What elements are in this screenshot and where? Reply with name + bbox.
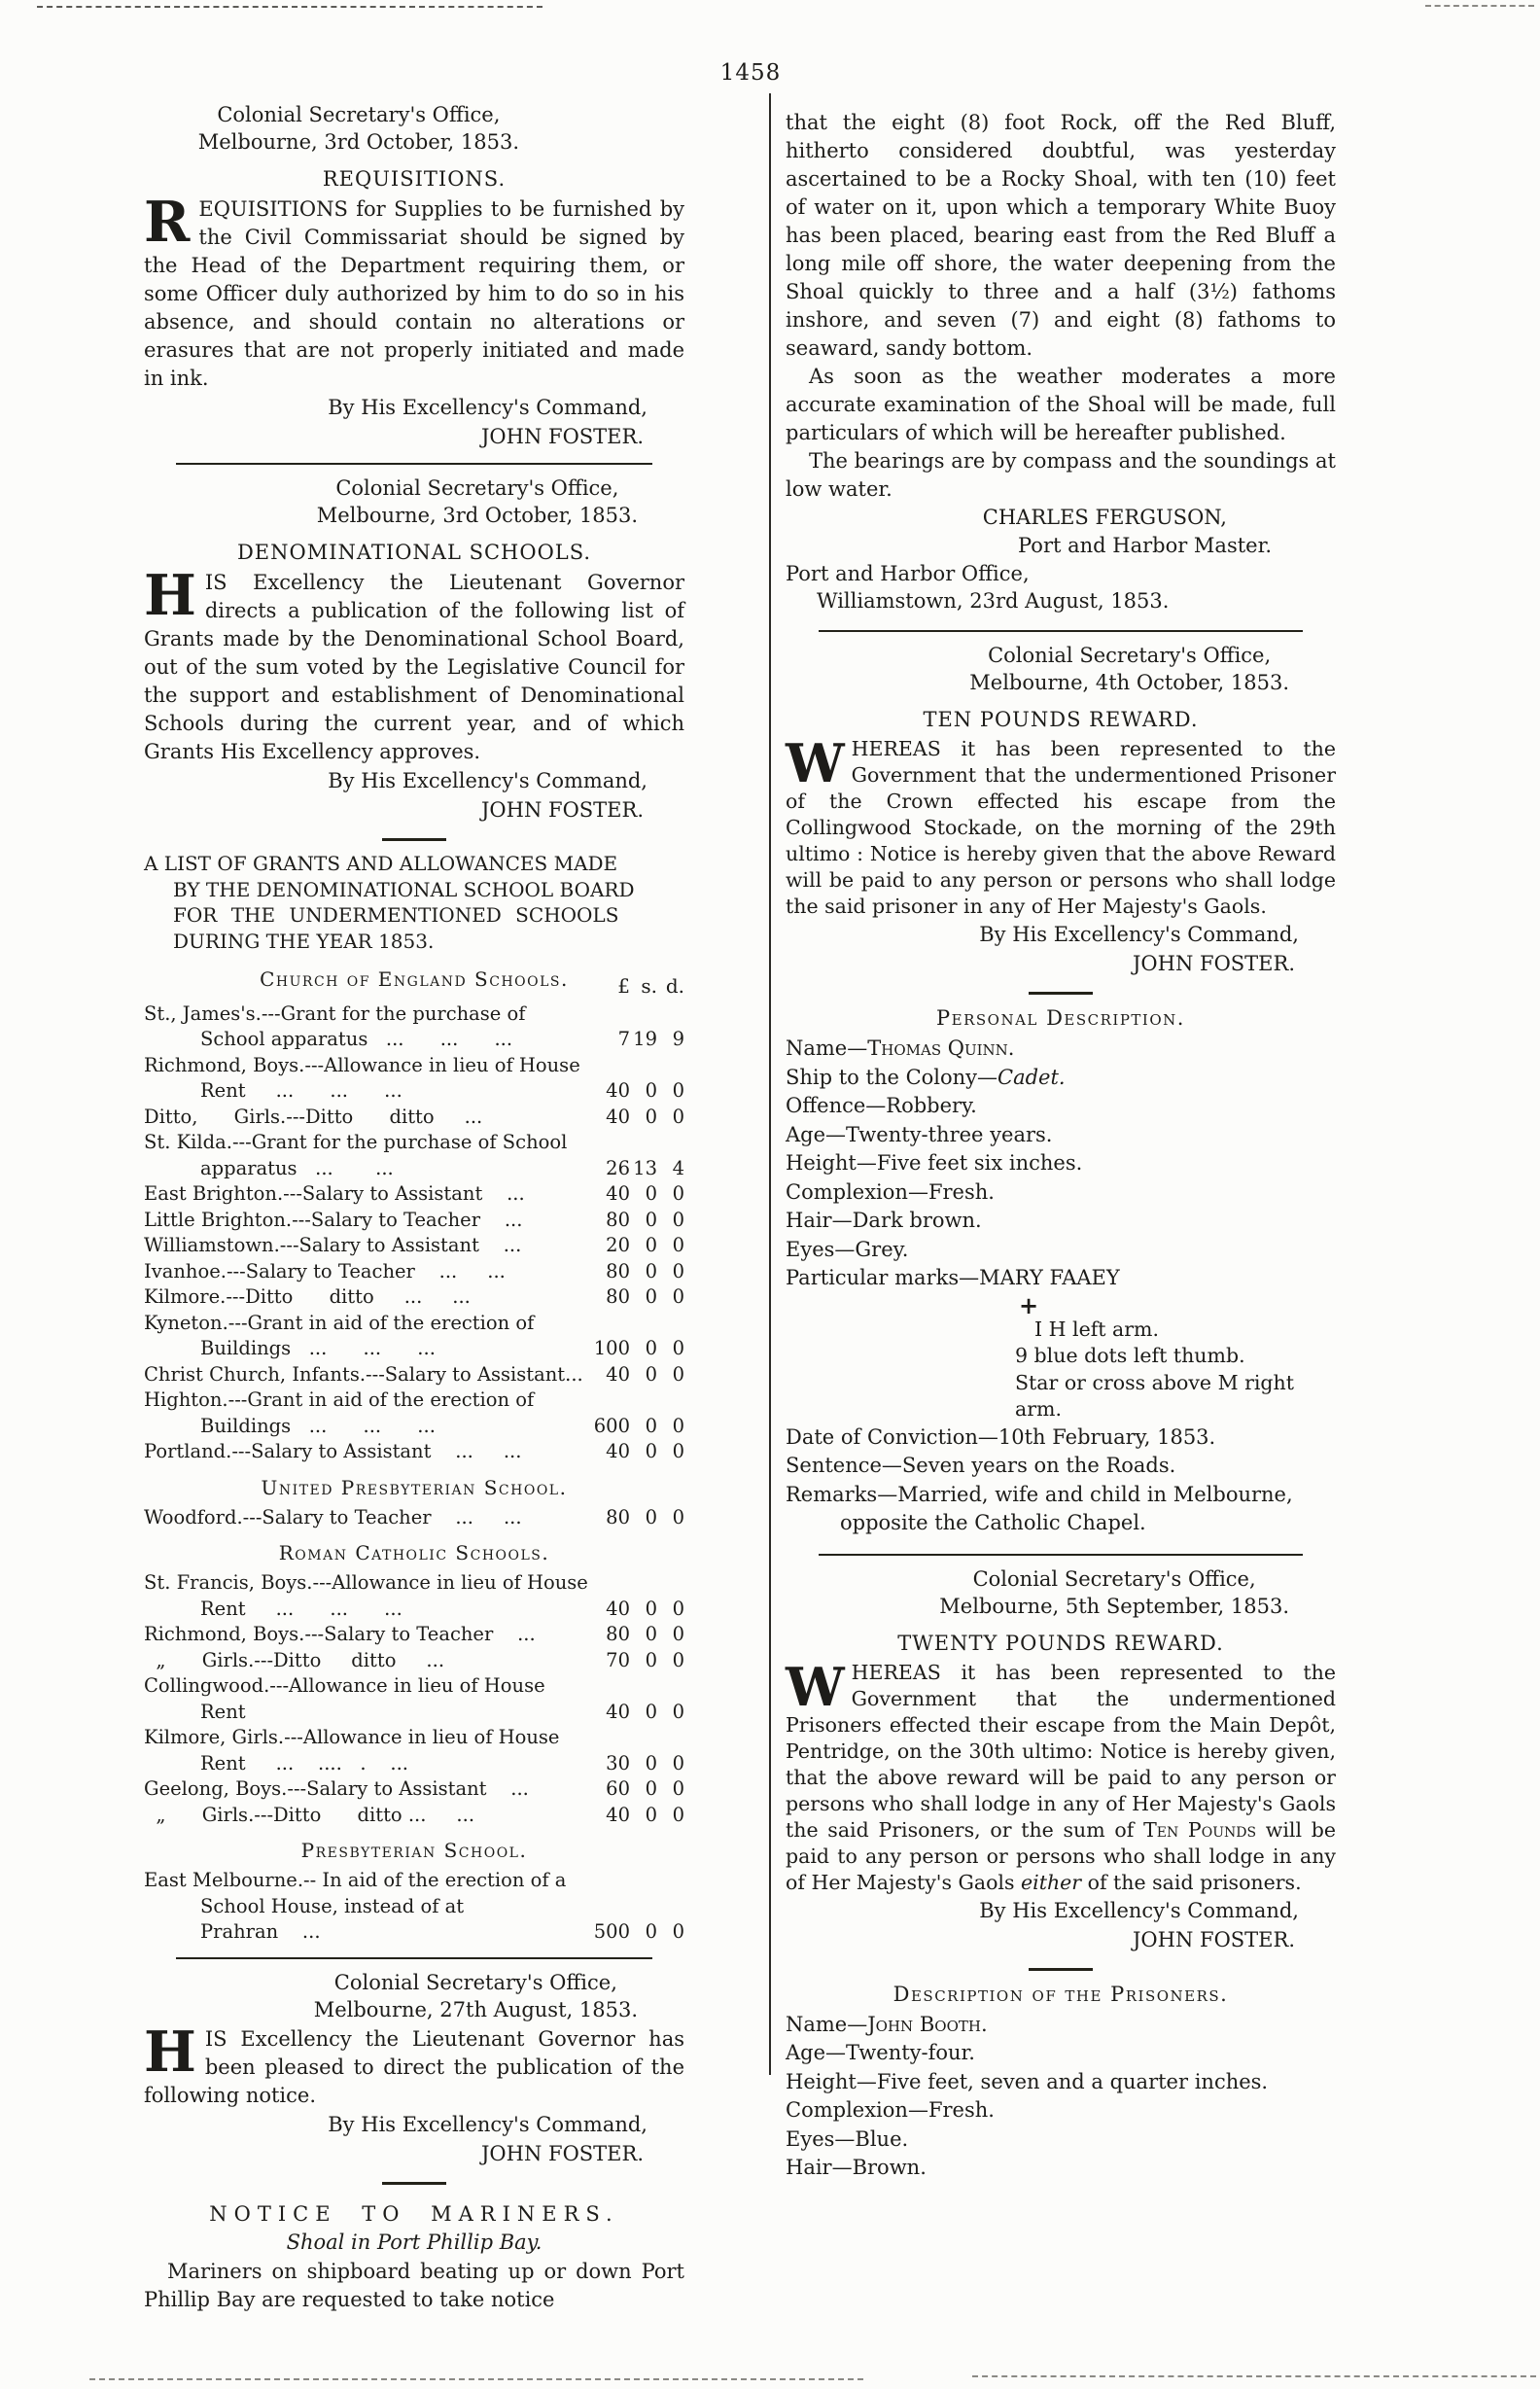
description-line xyxy=(786,1092,1336,1121)
grants-row-text: Williamstown.---Salary to Assistant ... xyxy=(144,1234,522,1256)
description-line xyxy=(786,2154,1336,2183)
description-line xyxy=(786,1452,1336,1481)
office-line: Melbourne, 3rd October, 1853. xyxy=(316,504,638,527)
scan-artifact-top-right xyxy=(1425,5,1534,7)
description-label: Date of Conviction—10th February, 1853. xyxy=(786,1424,1216,1449)
grants-row-text: St. Francis, Boys.---Allowance in lieu of House Rent ... ... ... xyxy=(144,1571,588,1620)
marks-block xyxy=(1001,1290,1336,1423)
description-label: Ship to the Colony— xyxy=(786,1065,998,1089)
signature-line: JOHN FOSTER. xyxy=(1133,952,1295,975)
office-line: Melbourne, 27th August, 1853. xyxy=(313,1997,638,2021)
grants-amount-s: 0 xyxy=(645,1623,657,1645)
grants-amount-l: 7 xyxy=(617,1028,630,1050)
grants-row xyxy=(144,1803,684,1829)
description-line xyxy=(786,2039,1336,2068)
grants-amount-s: 19 xyxy=(633,1028,657,1050)
text-segment: HEREAS it has been represented to the Government that the undermentioned Prisoner of the Crown effected his escape from the Collingwood Stockade, on the morning of the 29th ultimo : Notice is hereby given that the above Reward will be paid to any person or persons who shall lodge the said prisoner in any of Her Majesty's Gaols. xyxy=(786,737,1336,918)
grants-amount-l: 40 xyxy=(606,1803,630,1826)
section-rule-short xyxy=(382,2182,446,2185)
grants-row xyxy=(144,1181,684,1208)
office-block xyxy=(314,1969,638,2023)
shoal-paragraph-3: The bearings are by compass and the soundings at low water. xyxy=(786,449,1336,501)
grants-row-text: Portland.---Salary to Assistant ... ... xyxy=(144,1440,522,1462)
grants-amount-s: 13 xyxy=(633,1156,657,1179)
dropcap: W xyxy=(786,732,845,794)
grants-amount-l: 40 xyxy=(606,1440,630,1462)
text-segment: Ten Pounds xyxy=(1143,1817,1257,1842)
grants-amount-d: 0 xyxy=(672,1623,684,1645)
grants-row xyxy=(144,1208,684,1234)
grants-row xyxy=(144,1130,684,1181)
description-label: Age—Twenty-three years. xyxy=(786,1122,1053,1146)
office-line: Williamstown, 23rd August, 1853. xyxy=(817,589,1170,613)
grants-amount-s: 0 xyxy=(645,1259,657,1282)
grants-amount-d: 0 xyxy=(672,1751,684,1774)
grants-amount-s: 0 xyxy=(645,1505,657,1528)
grants-row xyxy=(144,1053,684,1105)
description-line xyxy=(786,1207,1336,1236)
dropcap: H xyxy=(144,563,196,628)
grants-amount-s: 0 xyxy=(645,1234,657,1256)
grants-amount-d: 9 xyxy=(672,1028,684,1050)
grants-amount-d: 0 xyxy=(672,1362,684,1386)
text-segment: will be paid to any person or persons who shall lodge in any of Her Majesty's Gaols xyxy=(786,1817,1336,1894)
grants-amount-d: 0 xyxy=(672,1414,684,1437)
grants-section-title: Roman Catholic Schools. xyxy=(278,1541,550,1564)
grants-amount-s: 0 xyxy=(645,1079,657,1102)
grants-row-text: „ Girls.---Ditto ditto ... ... xyxy=(144,1803,475,1826)
office-block xyxy=(969,642,1289,696)
office-block xyxy=(939,1565,1289,1620)
description-label: Offence—Robbery. xyxy=(786,1094,977,1117)
grants-row-text: Ivanhoe.---Salary to Teacher ... ... xyxy=(144,1259,506,1282)
description-label: Eyes—Blue. xyxy=(786,2126,909,2151)
grants-amount-l: 30 xyxy=(606,1751,630,1774)
grants-amount-l: 70 xyxy=(606,1648,630,1671)
grants-row-text: East Brighton.---Salary to Assistant ... xyxy=(144,1182,525,1205)
description-label: Age—Twenty-four. xyxy=(786,2041,975,2064)
office-block xyxy=(198,101,519,156)
grants-row xyxy=(144,1105,684,1131)
paragraph-text xyxy=(786,1655,1336,1894)
text-segment: either xyxy=(1021,1870,1082,1894)
grants-row xyxy=(144,1725,684,1776)
grants-amount-l: 40 xyxy=(606,1362,630,1386)
text-segment: HEREAS it has been represented to the Government that the undermentioned Prisoners effected their escape from the Main Depôt, Pentridge, on the 30th ultimo: Notice is hereby given, that the above reward will be paid to any person or persons who shall lodge in any of Her Majesty's Gaols the said Prisoners, or the sum of xyxy=(786,1660,1336,1842)
grants-amount-l: 40 xyxy=(606,1597,630,1620)
grants-row xyxy=(144,1362,684,1388)
grants-section-title: United Presbyterian School. xyxy=(261,1475,568,1499)
text-segment: of the said prisoners. xyxy=(1081,1870,1302,1894)
grants-amount-d: 0 xyxy=(672,1920,684,1943)
grants-amount-s: 0 xyxy=(645,1440,657,1462)
ten-pounds-paragraph xyxy=(786,732,1336,920)
mariners-paragraph: Mariners on shipboard beating up or down Port Phillip Bay are requested to take notice xyxy=(144,2259,684,2311)
grants-amount-l: 80 xyxy=(606,1623,630,1645)
grants-amount-l: 40 xyxy=(606,1105,630,1128)
right-column xyxy=(786,109,1336,2183)
grants-amount-s: 0 xyxy=(645,1700,657,1723)
grants-row-text: St., James's.---Grant for the purchase of School apparatus ... ... ... xyxy=(144,1001,526,1050)
mark-line: Star or cross above M right arm. xyxy=(1015,1370,1294,1421)
grants-heading xyxy=(144,851,684,954)
grants-amount-d: 0 xyxy=(672,1440,684,1462)
signature-title: Port and Harbor Master. xyxy=(1018,534,1272,557)
grants-row-text: East Melbourne.-- In aid of the erection of a School House, instead of at Prahran ... xyxy=(144,1869,567,1943)
section-heading-twenty-pounds-reward: TWENTY POUNDS REWARD. xyxy=(897,1631,1224,1655)
grants-amount-d: 0 xyxy=(672,1597,684,1620)
description-label: Hair—Dark brown. xyxy=(786,1209,982,1232)
paragraph-text: EQUISITIONS for Supplies to be furnished by the Civil Commissariat should be signed by the Head of the Department requiring them, or some Officer duly authorized by him to do so in his absence, and should contain no alterations or erasures that are not properly initiated and made in ink. xyxy=(144,197,684,390)
description-label: Sentence—Seven years on the Roads. xyxy=(786,1454,1176,1477)
section-rule xyxy=(819,630,1303,632)
grants-row xyxy=(144,1001,684,1053)
grants-heading-line: A LIST OF GRANTS AND ALLOWANCES MADE xyxy=(144,852,618,875)
mark-line: 9 blue dots left thumb. xyxy=(1015,1344,1245,1367)
section-rule xyxy=(819,1554,1303,1556)
grants-amount-s: 0 xyxy=(645,1337,657,1359)
paragraph-text xyxy=(786,732,1336,918)
grants-row xyxy=(144,1388,684,1439)
description-label: Height—Five feet six inches. xyxy=(786,1151,1083,1175)
grants-amount-d: 0 xyxy=(672,1337,684,1359)
section-heading-notice-to-mariners: NOTICE TO MARINERS. xyxy=(209,2201,619,2226)
description-line xyxy=(786,1264,1336,1293)
description-line xyxy=(786,1121,1336,1150)
section-rule-short xyxy=(1029,992,1093,995)
personal-description-lines-2 xyxy=(786,1423,1336,1538)
command-line: By His Excellency's Command, xyxy=(979,1898,1299,1922)
scan-artifact-top-left xyxy=(37,6,542,8)
grants-row xyxy=(144,1233,684,1259)
grants-row-text: Kilmore, Girls.---Allowance in lieu of House Rent ... .... . ... xyxy=(144,1726,560,1774)
grants-heading-line: BY THE DENOMINATIONAL SCHOOL BOARD xyxy=(173,877,635,901)
grants-row xyxy=(144,1570,684,1622)
description-label: Complexion—Fresh. xyxy=(786,2098,995,2122)
description-value: John Booth. xyxy=(867,2012,988,2036)
description-line xyxy=(786,2068,1336,2097)
grants-amount-d: 0 xyxy=(672,1803,684,1826)
grants-row xyxy=(144,1868,684,1946)
description-label: Height—Five feet, seven and a quarter inches. xyxy=(786,2069,1269,2093)
description-label: Name— xyxy=(786,1036,868,1060)
dropcap: W xyxy=(786,1655,845,1718)
grants-amount-d: 4 xyxy=(672,1156,684,1179)
grants-row xyxy=(144,1311,684,1362)
section-heading-denominational-schools: DENOMINATIONAL SCHOOLS. xyxy=(236,541,592,564)
grants-row-text: Little Brighton.---Salary to Teacher ... xyxy=(144,1208,523,1231)
office-line: Melbourne, 3rd October, 1853. xyxy=(197,130,519,154)
grants-row-text: Richmond, Boys.---Salary to Teacher ... xyxy=(144,1623,536,1645)
description-line xyxy=(786,1149,1336,1178)
grants-amount-s: 0 xyxy=(645,1105,657,1128)
command-line: By His Excellency's Command, xyxy=(328,396,648,419)
grants-row-text: Kyneton.---Grant in aid of the erection of Buildings ... ... ... xyxy=(144,1311,535,1359)
section-heading-description-of-prisoners: Description of the Prisoners. xyxy=(892,1982,1229,2006)
command-line: By His Excellency's Command, xyxy=(328,2112,648,2136)
grants-table xyxy=(144,966,684,1946)
description-line xyxy=(786,2011,1336,2040)
office-line: Melbourne, 5th September, 1853. xyxy=(939,1594,1289,1618)
grants-section-title: Church of England Schools. xyxy=(260,967,569,991)
description-label: Particular marks—MARY FAAEY xyxy=(786,1266,1120,1289)
shoal-paragraph-1: that the eight (8) foot Rock, off the Red Bluff, hitherto considered doubtful, was yesterday ascertained to be a Rocky Shoal, with ten (10) feet of water on it, upon which a temporary White Buoy has been placed, bearing east from the Red Bluff a long mile off shore, the water deepening from the Shoal quickly to three and a half (3½) fathoms inshore, and seven (7) and eight (8) fathoms to seaward, sandy bottom. xyxy=(786,111,1336,360)
grants-amount-l: 600 xyxy=(593,1414,630,1437)
grants-amount-d: 0 xyxy=(672,1208,684,1231)
mark-line: I H left arm. xyxy=(1034,1317,1160,1341)
grants-amount-d: 0 xyxy=(672,1234,684,1256)
grants-amount-s: 0 xyxy=(645,1777,657,1800)
grants-amount-l: 80 xyxy=(606,1259,630,1282)
command-line: By His Excellency's Command, xyxy=(979,923,1299,946)
shoal-paragraph-2: As soon as the weather moderates a more accurate examination of the Shoal will be made, full particulars of which will be hereafter published. xyxy=(786,365,1336,444)
requisitions-paragraph xyxy=(144,190,684,393)
grants-row-text: Woodford.---Salary to Teacher ... ... xyxy=(144,1505,522,1528)
notice-direction-paragraph xyxy=(144,2019,684,2110)
grants-amount-l: 20 xyxy=(606,1234,630,1256)
grants-amount-d: 0 xyxy=(672,1777,684,1800)
description-line xyxy=(786,1423,1336,1453)
grants-row-text: Highton.---Grant in aid of the erection of Buildings ... ... ... xyxy=(144,1388,535,1437)
left-column xyxy=(144,101,684,2314)
office-line: Colonial Secretary's Office, xyxy=(333,1970,617,1994)
description-label: Eyes—Grey. xyxy=(786,1237,909,1261)
grants-amount-l: 40 xyxy=(606,1182,630,1205)
twenty-pounds-paragraph xyxy=(786,1655,1336,1896)
office-block-left xyxy=(786,560,1336,615)
description-label: Remarks—Married, wife and child in Melbourne, opposite the Catholic Chapel. xyxy=(786,1482,1293,1534)
office-block xyxy=(317,474,638,529)
grants-amount-s: 0 xyxy=(645,1414,657,1437)
grants-amount-d: 0 xyxy=(672,1700,684,1723)
description-line xyxy=(786,1035,1336,1064)
description-line xyxy=(786,1064,1336,1093)
grants-heading-line: DURING THE YEAR 1853. xyxy=(173,929,435,953)
grants-amount-d: 0 xyxy=(672,1648,684,1671)
description-line xyxy=(786,1178,1336,1208)
grants-row-text: Christ Church, Infants.---Salary to Assistant... xyxy=(144,1362,583,1386)
grants-amount-s: 0 xyxy=(645,1597,657,1620)
office-line: Port and Harbor Office, xyxy=(786,562,1030,585)
description-line xyxy=(786,2126,1336,2155)
currency-shillings: s. xyxy=(641,974,657,998)
office-line: Colonial Secretary's Office, xyxy=(988,644,1272,667)
grants-amount-l: 40 xyxy=(606,1700,630,1723)
grants-amount-l: 80 xyxy=(606,1505,630,1528)
section-heading-ten-pounds-reward: TEN POUNDS REWARD. xyxy=(923,708,1199,731)
grants-row xyxy=(144,1439,684,1465)
grants-amount-d: 0 xyxy=(672,1259,684,1282)
grants-row xyxy=(144,1648,684,1674)
grants-amount-d: 0 xyxy=(672,1505,684,1528)
grants-amount-l: 26 xyxy=(606,1156,630,1179)
description-line xyxy=(786,2096,1336,2126)
office-line: Melbourne, 4th October, 1853. xyxy=(969,671,1289,694)
grants-amount-s: 0 xyxy=(645,1920,657,1943)
page-number: 1458 xyxy=(719,60,782,86)
paragraph-text: IS Excellency the Lieutenant Governor directs a publication of the following list of Grants made by the Denominational School Board, out of the sum voted by the Legislative Council for the support and establishment of Denominational Schools during the current year, and of which Grants His Excellency approves. xyxy=(144,571,684,763)
description-value: Thomas Quinn. xyxy=(867,1036,1015,1060)
grants-amount-l: 60 xyxy=(606,1777,630,1800)
prisoner-description-lines xyxy=(786,2011,1336,2183)
grants-amount-l: 80 xyxy=(606,1285,630,1308)
command-line: By His Excellency's Command, xyxy=(328,769,648,792)
grants-amount-d: 0 xyxy=(672,1105,684,1128)
section-rule xyxy=(176,1957,651,1959)
grants-row-text: St. Kilda.---Grant for the purchase of School apparatus ... ... xyxy=(144,1131,568,1179)
grants-amount-l: 80 xyxy=(606,1208,630,1231)
section-heading-requisitions: REQUISITIONS. xyxy=(322,167,507,191)
scan-artifact-bottom-right xyxy=(972,2375,1536,2377)
grants-amount-d: 0 xyxy=(672,1079,684,1102)
section-rule-short xyxy=(1029,1968,1093,1971)
denominational-paragraph xyxy=(144,563,684,766)
grants-row-text: Ditto, Girls.---Ditto ditto ... xyxy=(144,1105,483,1128)
grants-amount-l: 100 xyxy=(593,1337,630,1359)
scan-artifact-bottom-left xyxy=(89,2378,863,2380)
currency-pence: d. xyxy=(665,974,684,998)
section-rule-short xyxy=(382,838,446,841)
grants-amount-s: 0 xyxy=(645,1182,657,1205)
grants-amount-s: 0 xyxy=(645,1208,657,1231)
grants-row xyxy=(144,1622,684,1648)
description-label: Name— xyxy=(786,2012,868,2036)
description-value: Cadet. xyxy=(998,1065,1066,1089)
section-rule xyxy=(176,463,651,465)
grants-amount-s: 0 xyxy=(645,1362,657,1386)
grants-row xyxy=(144,1284,684,1311)
signature-line: JOHN FOSTER. xyxy=(481,2141,644,2165)
grants-amount-d: 0 xyxy=(672,1285,684,1308)
signature-line: JOHN FOSTER. xyxy=(481,798,644,822)
section-heading-personal-description: Personal Description. xyxy=(936,1006,1185,1030)
description-label: Complexion—Fresh. xyxy=(786,1179,995,1204)
column-divider xyxy=(769,93,771,2075)
grants-amount-d: 0 xyxy=(672,1182,684,1205)
grants-row-text: Kilmore.---Ditto ditto ... ... xyxy=(144,1285,471,1308)
grants-row-text: Richmond, Boys.---Allowance in lieu of House Rent ... ... ... xyxy=(144,1053,580,1102)
currency-pounds: £ xyxy=(617,974,630,998)
personal-description-lines xyxy=(786,1035,1336,1293)
office-line: Colonial Secretary's Office, xyxy=(217,103,501,126)
grants-heading-line: FOR THE UNDERMENTIONED SCHOOLS xyxy=(173,903,619,927)
grants-amount-s: 0 xyxy=(645,1285,657,1308)
grants-row-text: Collingwood.---Allowance in lieu of House Rent xyxy=(144,1674,545,1723)
grants-amount-l: 40 xyxy=(606,1079,630,1102)
grants-row xyxy=(144,1259,684,1285)
signature-line: JOHN FOSTER. xyxy=(1133,1927,1295,1951)
office-line: Colonial Secretary's Office, xyxy=(335,476,619,500)
grants-amount-s: 0 xyxy=(645,1751,657,1774)
dropcap: R xyxy=(144,190,191,255)
office-line: Colonial Secretary's Office, xyxy=(972,1566,1256,1591)
notice-subheading: Shoal in Port Phillip Bay. xyxy=(286,2230,542,2254)
description-line xyxy=(786,1236,1336,1265)
grants-row xyxy=(144,1673,684,1725)
signature-name: CHARLES FERGUSON, xyxy=(982,506,1227,529)
grants-amount-l: 500 xyxy=(593,1920,630,1943)
signature-line: JOHN FOSTER. xyxy=(481,425,644,448)
grants-section-title: Presbyterian School. xyxy=(300,1839,528,1862)
cross-mark-icon: + xyxy=(1019,1290,1039,1319)
grants-row-text: „ Girls.---Ditto ditto ... xyxy=(144,1648,445,1671)
paragraph-text: IS Excellency the Lieutenant Governor has been pleased to direct the publication of the following notice. xyxy=(144,2026,684,2107)
grants-amount-s: 0 xyxy=(645,1803,657,1826)
grants-row xyxy=(144,1505,684,1531)
description-label: Hair—Brown. xyxy=(786,2156,927,2179)
grants-row xyxy=(144,1776,684,1803)
dropcap: H xyxy=(144,2019,196,2085)
description-line xyxy=(786,1481,1336,1538)
grants-amount-s: 0 xyxy=(645,1648,657,1671)
grants-row-text: Geelong, Boys.---Salary to Assistant ... xyxy=(144,1777,529,1800)
